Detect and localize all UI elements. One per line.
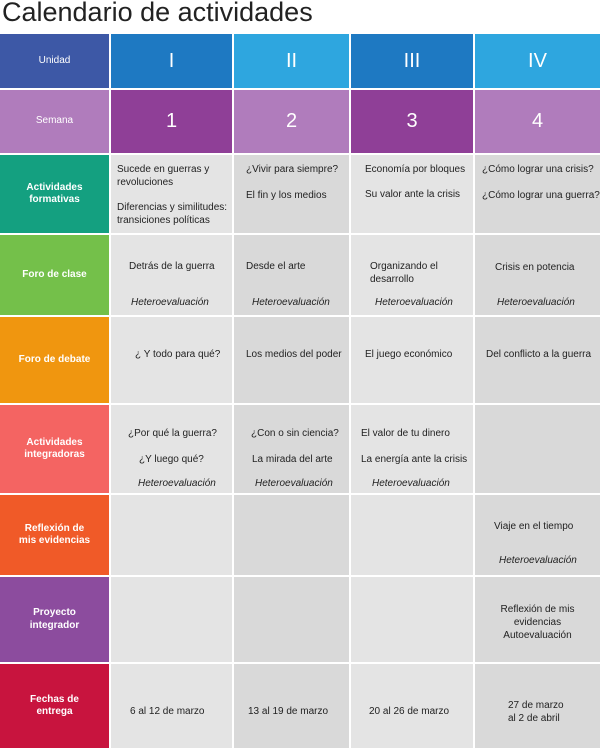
foro-clase-cell-3 <box>351 235 473 315</box>
fechas-text: al 2 de abril <box>508 713 560 724</box>
integradoras-text: Heteroevaluación <box>255 478 333 489</box>
formativas-text: Diferencias y similitudes: <box>117 202 228 213</box>
foro-debate-text: ¿ Y todo para qué? <box>135 349 221 360</box>
formativas-text: Su valor ante la crisis <box>365 189 461 200</box>
formativas-cell-4 <box>475 155 600 233</box>
formativas-text: ¿Cómo lograr una crisis? <box>482 164 594 175</box>
formativas-text: transiciones políticas <box>117 215 210 226</box>
unit-4-label: IV <box>528 49 547 72</box>
integradoras-text: La energía ante la crisis <box>361 454 468 465</box>
reflexion-label: Reflexión de mis evidencias <box>18 522 91 546</box>
fechas-cell-2 <box>234 664 349 748</box>
formativas-text: Economía por bloques <box>365 164 466 175</box>
formativas-text: ¿Cómo lograr una guerra? <box>482 190 600 201</box>
proyecto-cell-4 <box>475 577 600 662</box>
week-3-label: 3 <box>406 110 418 132</box>
proyecto-cell-2 <box>234 577 349 662</box>
unidad-label: Unidad <box>38 54 71 66</box>
formativas-label: Actividades formativas <box>26 181 83 205</box>
formativas-text: revoluciones <box>117 177 174 188</box>
reflexion-cell-2 <box>234 495 349 575</box>
proyecto-cell-3 <box>351 577 473 662</box>
formativas-text: Sucede en guerras y <box>117 164 210 175</box>
foro-debate-text: Del conflicto a la guerra <box>486 349 592 360</box>
week-3-header <box>351 90 473 153</box>
integradoras-cell-4 <box>475 405 600 493</box>
semana-label: Semana <box>35 115 74 127</box>
unit-1-label: I <box>168 49 175 72</box>
proyecto-label: Proyecto integrador <box>29 607 80 631</box>
foro-clase-text: Organizando el <box>370 261 438 272</box>
integradoras-cell-3 <box>351 405 473 493</box>
fechas-cell-1 <box>111 664 232 748</box>
formativas-cell-2 <box>234 155 349 233</box>
proyecto-text: evidencias <box>513 617 562 628</box>
semana-header <box>0 90 109 153</box>
page-title: Calendario de actividades <box>2 0 313 27</box>
formativas-text: ¿Vivir para siempre? <box>246 164 339 175</box>
row-label-integradoras <box>0 405 109 493</box>
week-2-header <box>234 90 349 153</box>
reflexion-cell-4 <box>475 495 600 575</box>
week-4-header <box>475 90 600 153</box>
foro-clase-cell-2 <box>234 235 349 315</box>
foro-debate-cell-3 <box>351 317 473 403</box>
foro-clase-text: desarrollo <box>370 274 414 285</box>
row-label-proyecto <box>0 577 109 662</box>
formativas-cell-3 <box>351 155 473 233</box>
foro-clase-text: Heteroevaluación <box>375 297 453 308</box>
foro-clase-text: Heteroevaluación <box>131 297 209 308</box>
foro-debate-cell-4 <box>475 317 600 403</box>
reflexion-text: Heteroevaluación <box>499 555 577 566</box>
integradoras-cell-2 <box>234 405 349 493</box>
reflexion-text: Viaje en el tiempo <box>494 521 574 532</box>
fechas-cell-3 <box>351 664 473 748</box>
integradoras-text: Heteroevaluación <box>372 478 450 489</box>
fechas-cell-4 <box>475 664 600 748</box>
unit-2-header <box>234 34 349 88</box>
foro-debate-text: El juego económico <box>365 349 453 360</box>
row-label-fechas <box>0 664 109 748</box>
unidad-header <box>0 34 109 88</box>
integradoras-text: ¿Con o sin ciencia? <box>251 428 339 439</box>
foro-clase-text: Detrás de la guerra <box>129 261 215 272</box>
foro-clase-cell-4 <box>475 235 600 315</box>
row-label-foro-clase <box>0 235 109 315</box>
row-label-formativas <box>0 155 109 233</box>
week-1-label: 1 <box>165 110 178 132</box>
integradoras-text: Heteroevaluación <box>138 478 216 489</box>
proyecto-text: Reflexión de mis <box>500 604 575 615</box>
unit-3-header <box>351 34 473 88</box>
foro-clase-text: Desde el arte <box>246 261 306 272</box>
foro-clase-cell-1 <box>111 235 232 315</box>
formativas-cell-1 <box>111 155 232 233</box>
week-2-label: 2 <box>285 110 298 132</box>
foro-clase-label: Foro de clase <box>22 268 87 280</box>
unit-3-label: III <box>403 49 421 72</box>
foro-debate-cell-1 <box>111 317 232 403</box>
reflexion-cell-3 <box>351 495 473 575</box>
formativas-text: El fin y los medios <box>246 190 327 201</box>
foro-debate-label: Foro de debate <box>18 353 91 365</box>
integradoras-text: ¿Y luego qué? <box>139 454 204 465</box>
fechas-text: 6 al 12 de marzo <box>130 706 205 717</box>
integradoras-cell-1 <box>111 405 232 493</box>
row-label-reflexion <box>0 495 109 575</box>
foro-debate-text: Los medios del poder <box>246 349 342 360</box>
fechas-text: 20 al 26 de marzo <box>369 706 450 717</box>
foro-clase-text: Crisis en potencia <box>495 262 575 273</box>
week-4-label: 4 <box>531 110 544 132</box>
row-label-foro-debate <box>0 317 109 403</box>
reflexion-cell-1 <box>111 495 232 575</box>
fechas-text: 13 al 19 de marzo <box>248 706 329 717</box>
fechas-label: Fechas de entrega <box>30 693 79 717</box>
foro-debate-cell-2 <box>234 317 349 403</box>
foro-clase-text: Heteroevaluación <box>252 297 330 308</box>
proyecto-text: Autoevaluación <box>503 630 572 641</box>
proyecto-cell-1 <box>111 577 232 662</box>
foro-clase-text: Heteroevaluación <box>497 297 575 308</box>
unit-4-header <box>475 34 600 88</box>
week-1-header <box>111 90 232 153</box>
integradoras-label: Actividades integradoras <box>24 436 85 460</box>
integradoras-text: El valor de tu dinero <box>361 428 450 439</box>
integradoras-text: La mirada del arte <box>252 454 333 465</box>
fechas-text: 27 de marzo <box>508 700 564 711</box>
unit-2-label: II <box>285 49 298 72</box>
unit-1-header <box>111 34 232 88</box>
integradoras-text: ¿Por qué la guerra? <box>128 428 217 439</box>
